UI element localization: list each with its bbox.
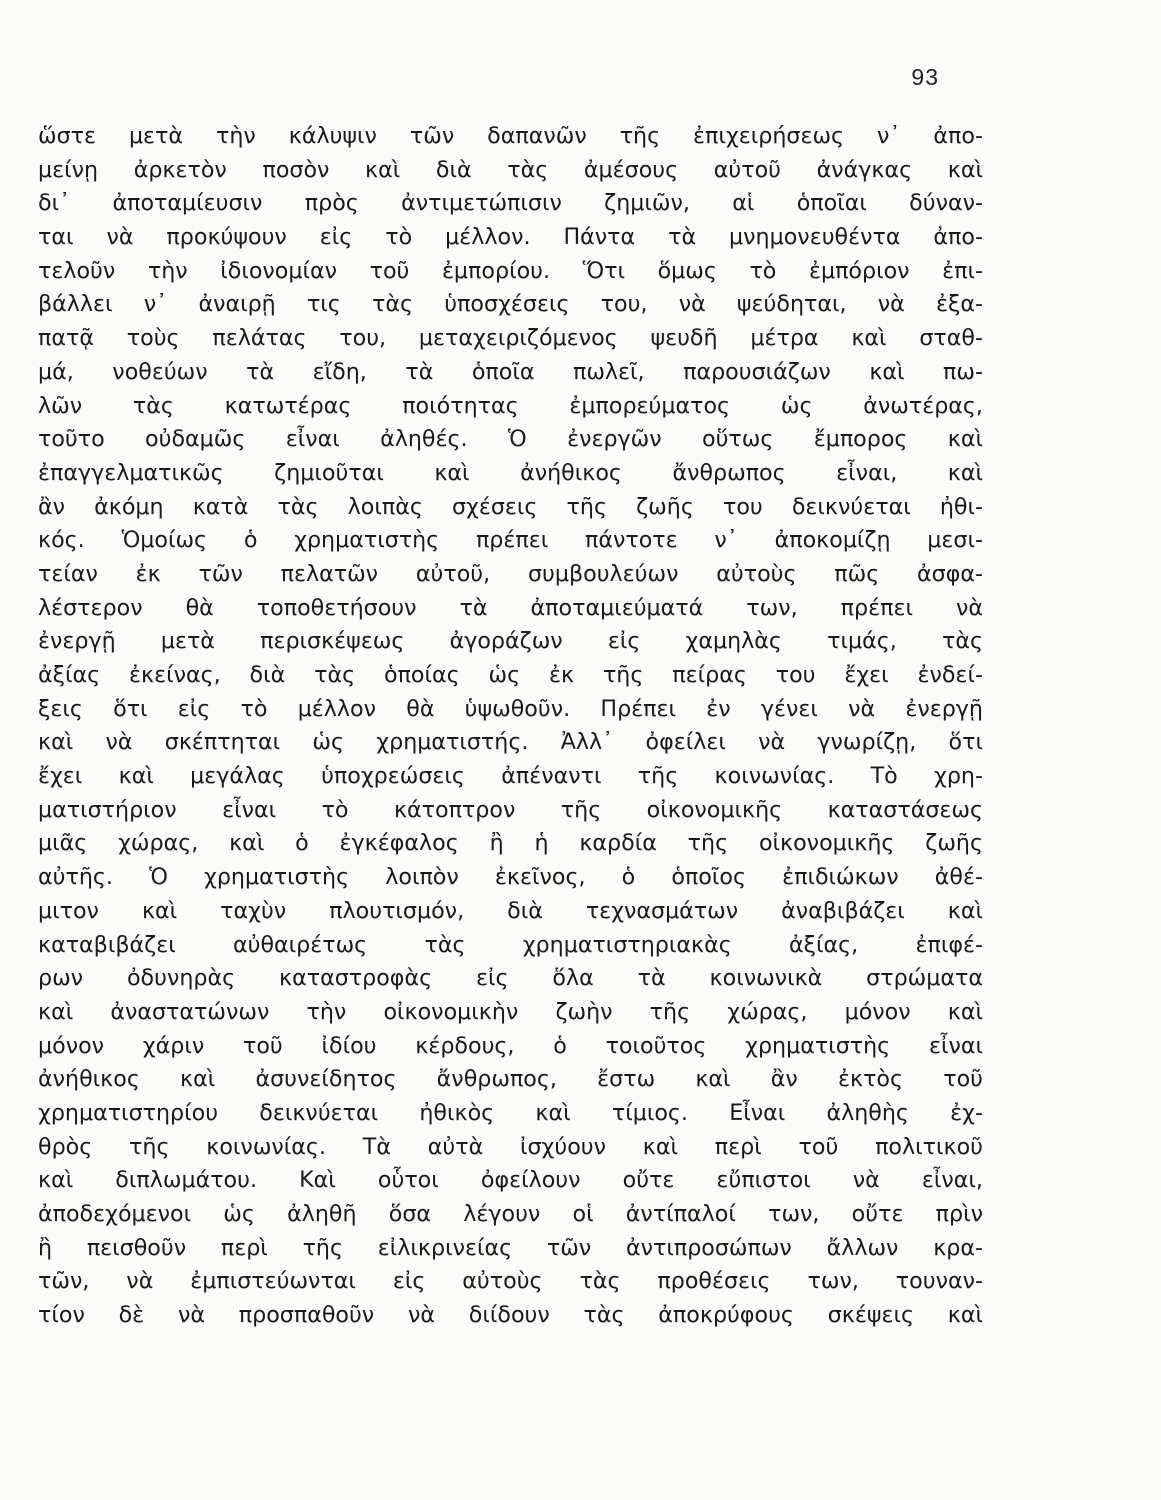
text-line: ἀνήθικος καὶ ἀσυνείδητος ἄνθρωπος, ἔστω καὶ ἂν ἐκτὸς τοῦ <box>38 1066 983 1093</box>
text-line: αὐτῆς. Ὁ χρηματιστὴς λοιπὸν ἐκεῖνος, ὁ ὁποῖος ἐπιδιώκων ἀθέ- <box>38 864 983 891</box>
text-line: ἀποδεχόμενοι ὡς ἀληθῆ ὅσα λέγουν οἱ ἀντίπαλοί των, οὔτε πρὶν <box>38 1201 983 1227</box>
text-line: καταβιβάζει αὐθαιρέτως τὰς χρηματιστηριακὰς ἀξίας, ἐπιφέ- <box>38 931 983 958</box>
text-line: κός. Ὁμοίως ὁ χρηματιστὴς πρέπει πάντοτε ν᾽ ἀποκομίζῃ μεσι- <box>38 527 983 554</box>
text-line: ται νὰ προκύψουν εἰς τὸ μέλλον. Πάντα τὰ μνημονευθέντα ἀπο- <box>38 224 983 251</box>
text-line: μείνῃ ἀρκετὸν ποσὸν καὶ διὰ τὰς ἀμέσους αὐτοῦ ἀνάγκας καὶ <box>38 156 983 183</box>
text-line: χρηματιστηρίου δεικνύεται ἠθικὸς καὶ τίμιος. Εἶναι ἀληθὴς ἐχ- <box>38 1099 983 1126</box>
text-line: τείαν ἐκ τῶν πελατῶν αὐτοῦ, συμβουλεύων αὐτοὺς πῶς ἀσφα- <box>38 560 983 587</box>
text-line: μά, νοθεύων τὰ εἴδη, τὰ ὁποῖα πωλεῖ, παρουσιάζων καὶ πω- <box>38 358 983 385</box>
text-line: μιτον καὶ ταχὺν πλουτισμόν, διὰ τεχνασμάτων ἀναβιβάζει καὶ <box>38 897 983 924</box>
text-line: ρων ὀδυνηρὰς καταστροφὰς εἰς ὅλα τὰ κοινωνικὰ στρώματα <box>38 965 983 992</box>
text-line: ἢ πεισθοῦν περὶ τῆς εἰλικρινείας τῶν ἀντιπροσώπων ἄλλων κρα- <box>38 1234 983 1261</box>
text-line: τῶν, νὰ ἐμπιστεύωνται εἰς αὐτοὺς τὰς προθέσεις των, τουναν- <box>38 1268 983 1295</box>
text-line: τελοῦν τὴν ἰδιονομίαν τοῦ ἐμπορίου. Ὅτι ὅμως τὸ ἐμπόριον ἐπι- <box>38 257 983 284</box>
text-line: καὶ νὰ σκέπτηται ὡς χρηματιστής. Ἀλλ᾽ ὀφείλει νὰ γνωρίζῃ, ὅτι <box>38 729 983 756</box>
text-line: ἐνεργῇ μετὰ περισκέψεως ἀγοράζων εἰς χαμηλὰς τιμάς, τὰς <box>38 628 983 655</box>
text-line: τίον δὲ νὰ προσπαθοῦν νὰ διίδουν τὰς ἀποκρύφους σκέψεις καὶ <box>38 1302 983 1329</box>
text-line: μόνον χάριν τοῦ ἰδίου κέρδους, ὁ τοιοῦτος χρηματιστὴς εἶναι <box>38 1032 983 1059</box>
text-line: πατᾷ τοὺς πελάτας του, μεταχειριζόμενος ψευδῆ μέτρα καὶ σταθ- <box>38 325 983 352</box>
text-line: καὶ ἀναστατώνων τὴν οἰκονομικὴν ζωὴν τῆς χώρας, μόνον καὶ <box>38 998 983 1025</box>
text-line: ὥστε μετὰ τὴν κάλυψιν τῶν δαπανῶν τῆς ἐπιχειρήσεως ν᾽ ἀπο- <box>38 123 983 149</box>
text-line: θρὸς τῆς κοινωνίας. Τὰ αὐτὰ ἰσχύουν καὶ περὶ τοῦ πολιτικοῦ <box>38 1133 983 1160</box>
text-line: ματιστήριον εἶναι τὸ κάτοπτρον τῆς οἰκονομικῆς καταστάσεως <box>38 796 983 823</box>
text-line: ἀξίας ἐκείνας, διὰ τὰς ὁποίας ὡς ἐκ τῆς πείρας του ἔχει ἐνδεί- <box>38 662 983 688</box>
text-line: τοῦτο οὐδαμῶς εἶναι ἀληθές. Ὁ ἐνεργῶν οὕτως ἔμπορος καὶ <box>38 426 983 453</box>
text-line: λῶν τὰς κατωτέρας ποιότητας ἐμπορεύματος ὡς ἀνωτέρας, <box>38 392 983 419</box>
page-number: 93 <box>911 64 939 90</box>
text-line: λέστερον θὰ τοποθετήσουν τὰ ἀποταμιεύματά των, πρέπει νὰ <box>38 594 983 621</box>
text-line: ἔχει καὶ μεγάλας ὑποχρεώσεις ἀπέναντι τῆς κοινωνίας. Τὸ χρη- <box>38 763 983 790</box>
text-line: ξεις ὅτι εἰς τὸ μέλλον θὰ ὑψωθοῦν. Πρέπει ἐν γένει νὰ ἐνεργῇ <box>38 695 983 722</box>
text-line: ἂν ἀκόμη κατὰ τὰς λοιπὰς σχέσεις τῆς ζωῆς του δεικνύεται ἠθι- <box>38 493 983 520</box>
text-line: ἐπαγγελματικῶς ζημιοῦται καὶ ἀνήθικος ἄνθρωπος εἶναι, καὶ <box>38 459 983 486</box>
text-line: δι᾽ ἀποταμίευσιν πρὸς ἀντιμετώπισιν ζημιῶν, αἱ ὁποῖαι δύναν- <box>38 190 983 217</box>
body-text <box>38 120 983 1333</box>
text-line: καὶ διπλωμάτου. Καὶ οὗτοι ὀφείλουν οὔτε εὔπιστοι νὰ εἶναι, <box>38 1167 983 1194</box>
text-line: βάλλει ν᾽ ἀναιρῇ τις τὰς ὑποσχέσεις του, νὰ ψεύδηται, νὰ ἐξα- <box>38 291 983 318</box>
text-line: μιᾶς χώρας, καὶ ὁ ἐγκέφαλος ἢ ἡ καρδία τῆς οἰκονομικῆς ζωῆς <box>38 830 983 857</box>
